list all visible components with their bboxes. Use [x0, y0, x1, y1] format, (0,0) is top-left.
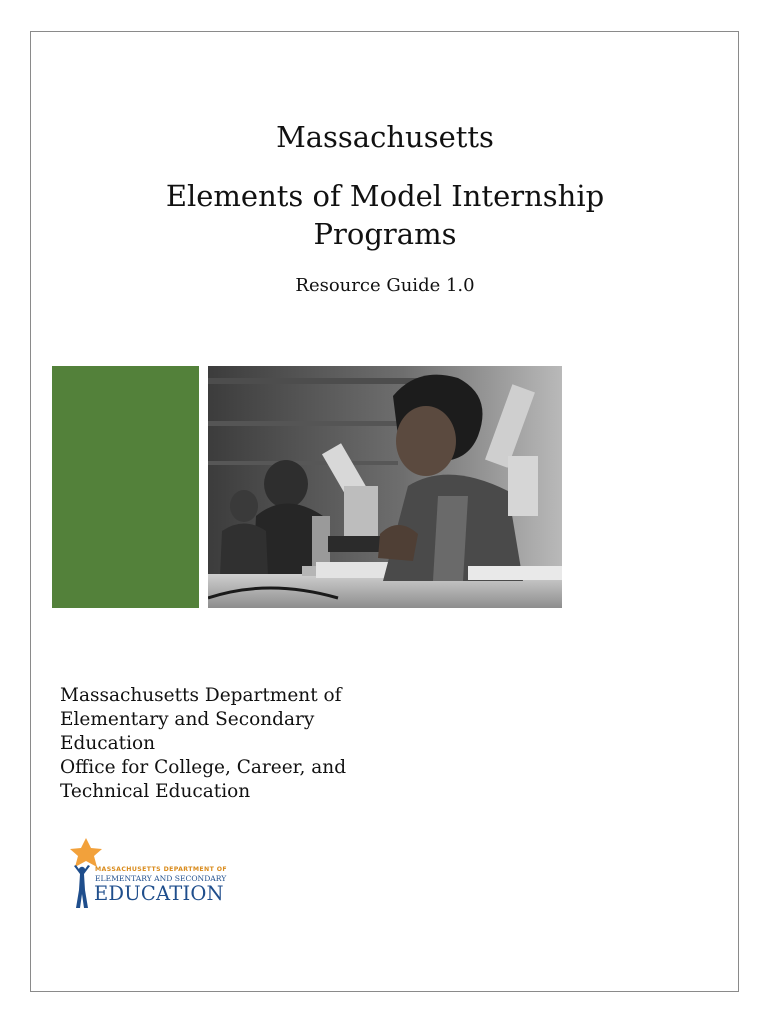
- document-title: [130, 177, 640, 253]
- office-line-3: Education: [60, 733, 156, 754]
- state-heading: Massachusetts: [276, 120, 494, 154]
- office-line-4: Office for College, Career, and: [60, 757, 347, 778]
- office-line-1: Massachusetts Department of: [60, 685, 342, 706]
- title-line-2: Programs: [313, 217, 457, 251]
- office-line-5: Technical Education: [60, 781, 251, 802]
- document-subtitle: Resource Guide 1.0: [295, 275, 475, 296]
- office-name-block: [60, 684, 400, 804]
- office-line-2: Elementary and Secondary: [60, 709, 315, 730]
- cover-photo: [208, 366, 562, 608]
- logo-top-text: MASSACHUSETTS DEPARTMENT OF: [95, 866, 228, 873]
- logo-wordmark: EDUCATION: [94, 882, 224, 905]
- title-line-1: Elements of Model Internship: [165, 179, 605, 213]
- green-accent-block: [52, 366, 199, 608]
- logo-mid-text: ELEMENTARY AND SECONDARY: [95, 874, 227, 883]
